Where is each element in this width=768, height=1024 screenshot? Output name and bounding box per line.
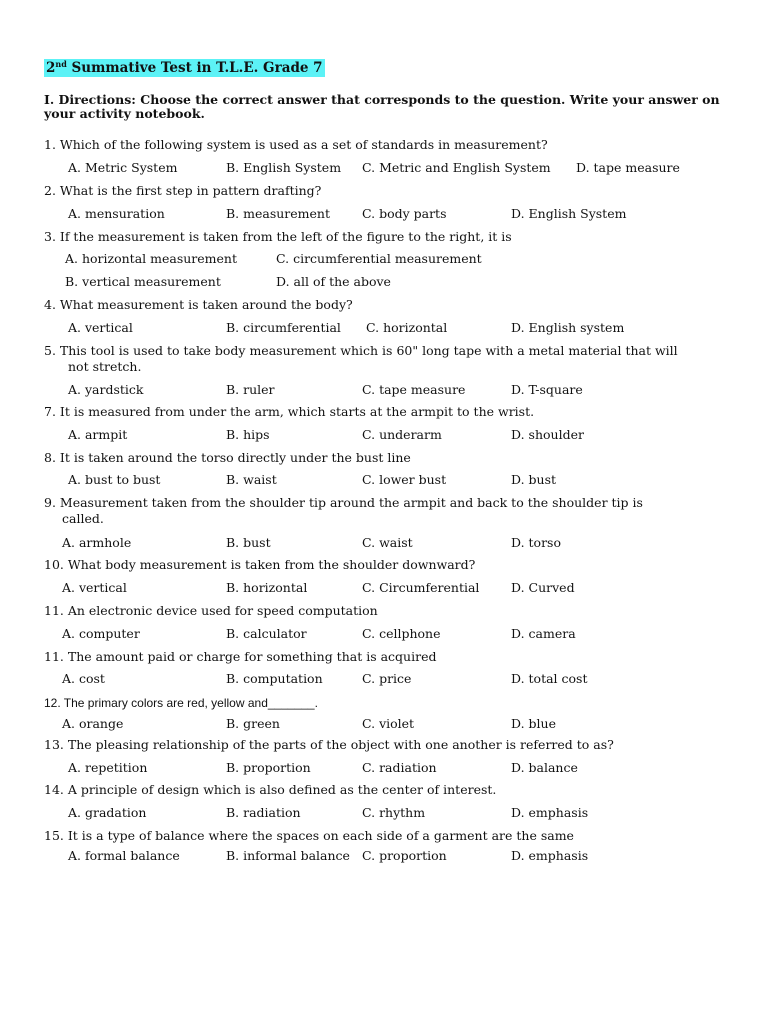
option-a: A. vertical: [68, 320, 133, 335]
title-ordinal-suffix: nd: [55, 59, 67, 69]
question-text: 5. This tool is used to take body measurement which is 60" long tape with a metal material that will: [44, 343, 678, 358]
test-title: [44, 59, 325, 77]
question-text: 10. What body measurement is taken from the shoulder downward?: [44, 557, 476, 572]
question-text: 9. Measurement taken from the shoulder tip around the armpit and back to the shoulder tip is: [44, 495, 643, 510]
question-text: 11. An electronic device used for speed computation: [44, 603, 378, 618]
option-d: D. balance: [511, 760, 578, 775]
option-a: A. cost: [62, 671, 105, 686]
option-b: B. vertical measurement: [65, 274, 221, 289]
option-d: D. torso: [511, 535, 561, 550]
option-b: B. green: [226, 716, 280, 731]
question-text: 2. What is the first step in pattern drafting?: [44, 183, 322, 198]
option-b: B. measurement: [226, 206, 330, 221]
option-b: B. waist: [226, 472, 277, 487]
question-2: [44, 183, 734, 199]
option-c: C. lower bust: [362, 472, 447, 487]
option-b: B. horizontal: [226, 580, 308, 595]
question-11b: [44, 649, 734, 665]
option-a: A. computer: [62, 626, 140, 641]
option-a: A. formal balance: [68, 848, 180, 863]
option-c: C. Circumferential: [362, 580, 480, 595]
question-text: 11. The amount paid or charge for something that is acquired: [44, 649, 437, 664]
option-a: A. gradation: [68, 805, 147, 820]
question-5: [44, 343, 734, 359]
question-text: 3. If the measurement is taken from the left of the figure to the right, it is: [44, 229, 512, 244]
question-text: 15. It is a type of balance where the spaces on each side of a garment are the same: [44, 828, 574, 843]
option-c: C. rhythm: [362, 805, 426, 820]
option-c: C. price: [362, 671, 412, 686]
question-text: 12. The primary colors are red, yellow and_______.: [44, 696, 318, 710]
option-d: D. Curved: [511, 580, 575, 595]
option-d: D. English system: [511, 320, 625, 335]
option-b: B. calculator: [226, 626, 307, 641]
option-a: A. Metric System: [68, 160, 178, 175]
question-12: [44, 695, 734, 711]
title-number: 2: [46, 60, 56, 76]
question-9-continued: called.: [62, 511, 104, 526]
question-text: 4. What measurement is taken around the body?: [44, 297, 353, 312]
option-b: B. English System: [226, 160, 342, 175]
option-b: B. bust: [226, 535, 271, 550]
option-c: C. tape measure: [362, 382, 466, 397]
option-d: D. emphasis: [511, 805, 589, 820]
option-d: D. shoulder: [511, 427, 584, 442]
question-3: [44, 229, 734, 245]
option-c: C. Metric and English System: [362, 160, 551, 175]
option-c: C. cellphone: [362, 626, 441, 641]
question-11: [44, 603, 734, 619]
title-text: Summative Test in T.L.E. Grade 7: [66, 60, 323, 76]
option-b: B. radiation: [226, 805, 301, 820]
option-c: C. proportion: [362, 848, 447, 863]
question-4: [44, 297, 734, 313]
option-a: A. armpit: [68, 427, 128, 442]
question-text: 8. It is taken around the torso directly under the bust line: [44, 450, 411, 465]
option-c: C. horizontal: [366, 320, 448, 335]
option-a: A. yardstick: [68, 382, 144, 397]
option-d: D. tape measure: [576, 160, 680, 175]
option-c: C. radiation: [362, 760, 437, 775]
question-9: [44, 495, 734, 511]
option-c: C. waist: [362, 535, 413, 550]
option-a: A. bust to bust: [68, 472, 161, 487]
question-text: 14. A principle of design which is also defined as the center of interest.: [44, 782, 497, 797]
question-5-continued: not stretch.: [68, 359, 142, 374]
option-d: D. total cost: [511, 671, 588, 686]
option-a: A. orange: [62, 716, 124, 731]
option-b: B. proportion: [226, 760, 311, 775]
question-8: [44, 450, 734, 466]
option-b: B. computation: [226, 671, 323, 686]
question-text: 7. It is measured from under the arm, which starts at the armpit to the wrist.: [44, 404, 535, 419]
option-d: D. camera: [511, 626, 576, 641]
option-b: B. hips: [226, 427, 270, 442]
question-13: [44, 737, 734, 753]
option-d: D. blue: [511, 716, 556, 731]
option-a: A. vertical: [62, 580, 127, 595]
option-b: B. circumferential: [226, 320, 341, 335]
question-7: [44, 404, 734, 420]
question-text: 1. Which of the following system is used as a set of standards in measurement?: [44, 137, 548, 152]
question-10: [44, 557, 734, 573]
option-c: C. circumferential measurement: [276, 251, 482, 266]
option-d: D. T-square: [511, 382, 583, 397]
option-a: A. armhole: [62, 535, 132, 550]
option-c: C. violet: [362, 716, 415, 731]
question-1: [44, 137, 734, 153]
option-a: A. mensuration: [68, 206, 165, 221]
option-d: D. bust: [511, 472, 557, 487]
option-d: D. English System: [511, 206, 627, 221]
option-b: B. ruler: [226, 382, 275, 397]
option-b: B. informal balance: [226, 848, 350, 863]
option-d: D. all of the above: [276, 274, 391, 289]
option-a: A. repetition: [68, 760, 148, 775]
question-14: [44, 782, 734, 798]
question-15: [44, 828, 734, 844]
directions: I. Directions: Choose the correct answer that corresponds to the question. Write your answer on your activity notebook.: [44, 92, 720, 121]
option-c: C. underarm: [362, 427, 442, 442]
option-c: C. body parts: [362, 206, 447, 221]
question-text: 13. The pleasing relationship of the parts of the object with one another is referred to as?: [44, 737, 614, 752]
option-d: D. emphasis: [511, 848, 589, 863]
option-a: A. horizontal measurement: [65, 251, 237, 266]
